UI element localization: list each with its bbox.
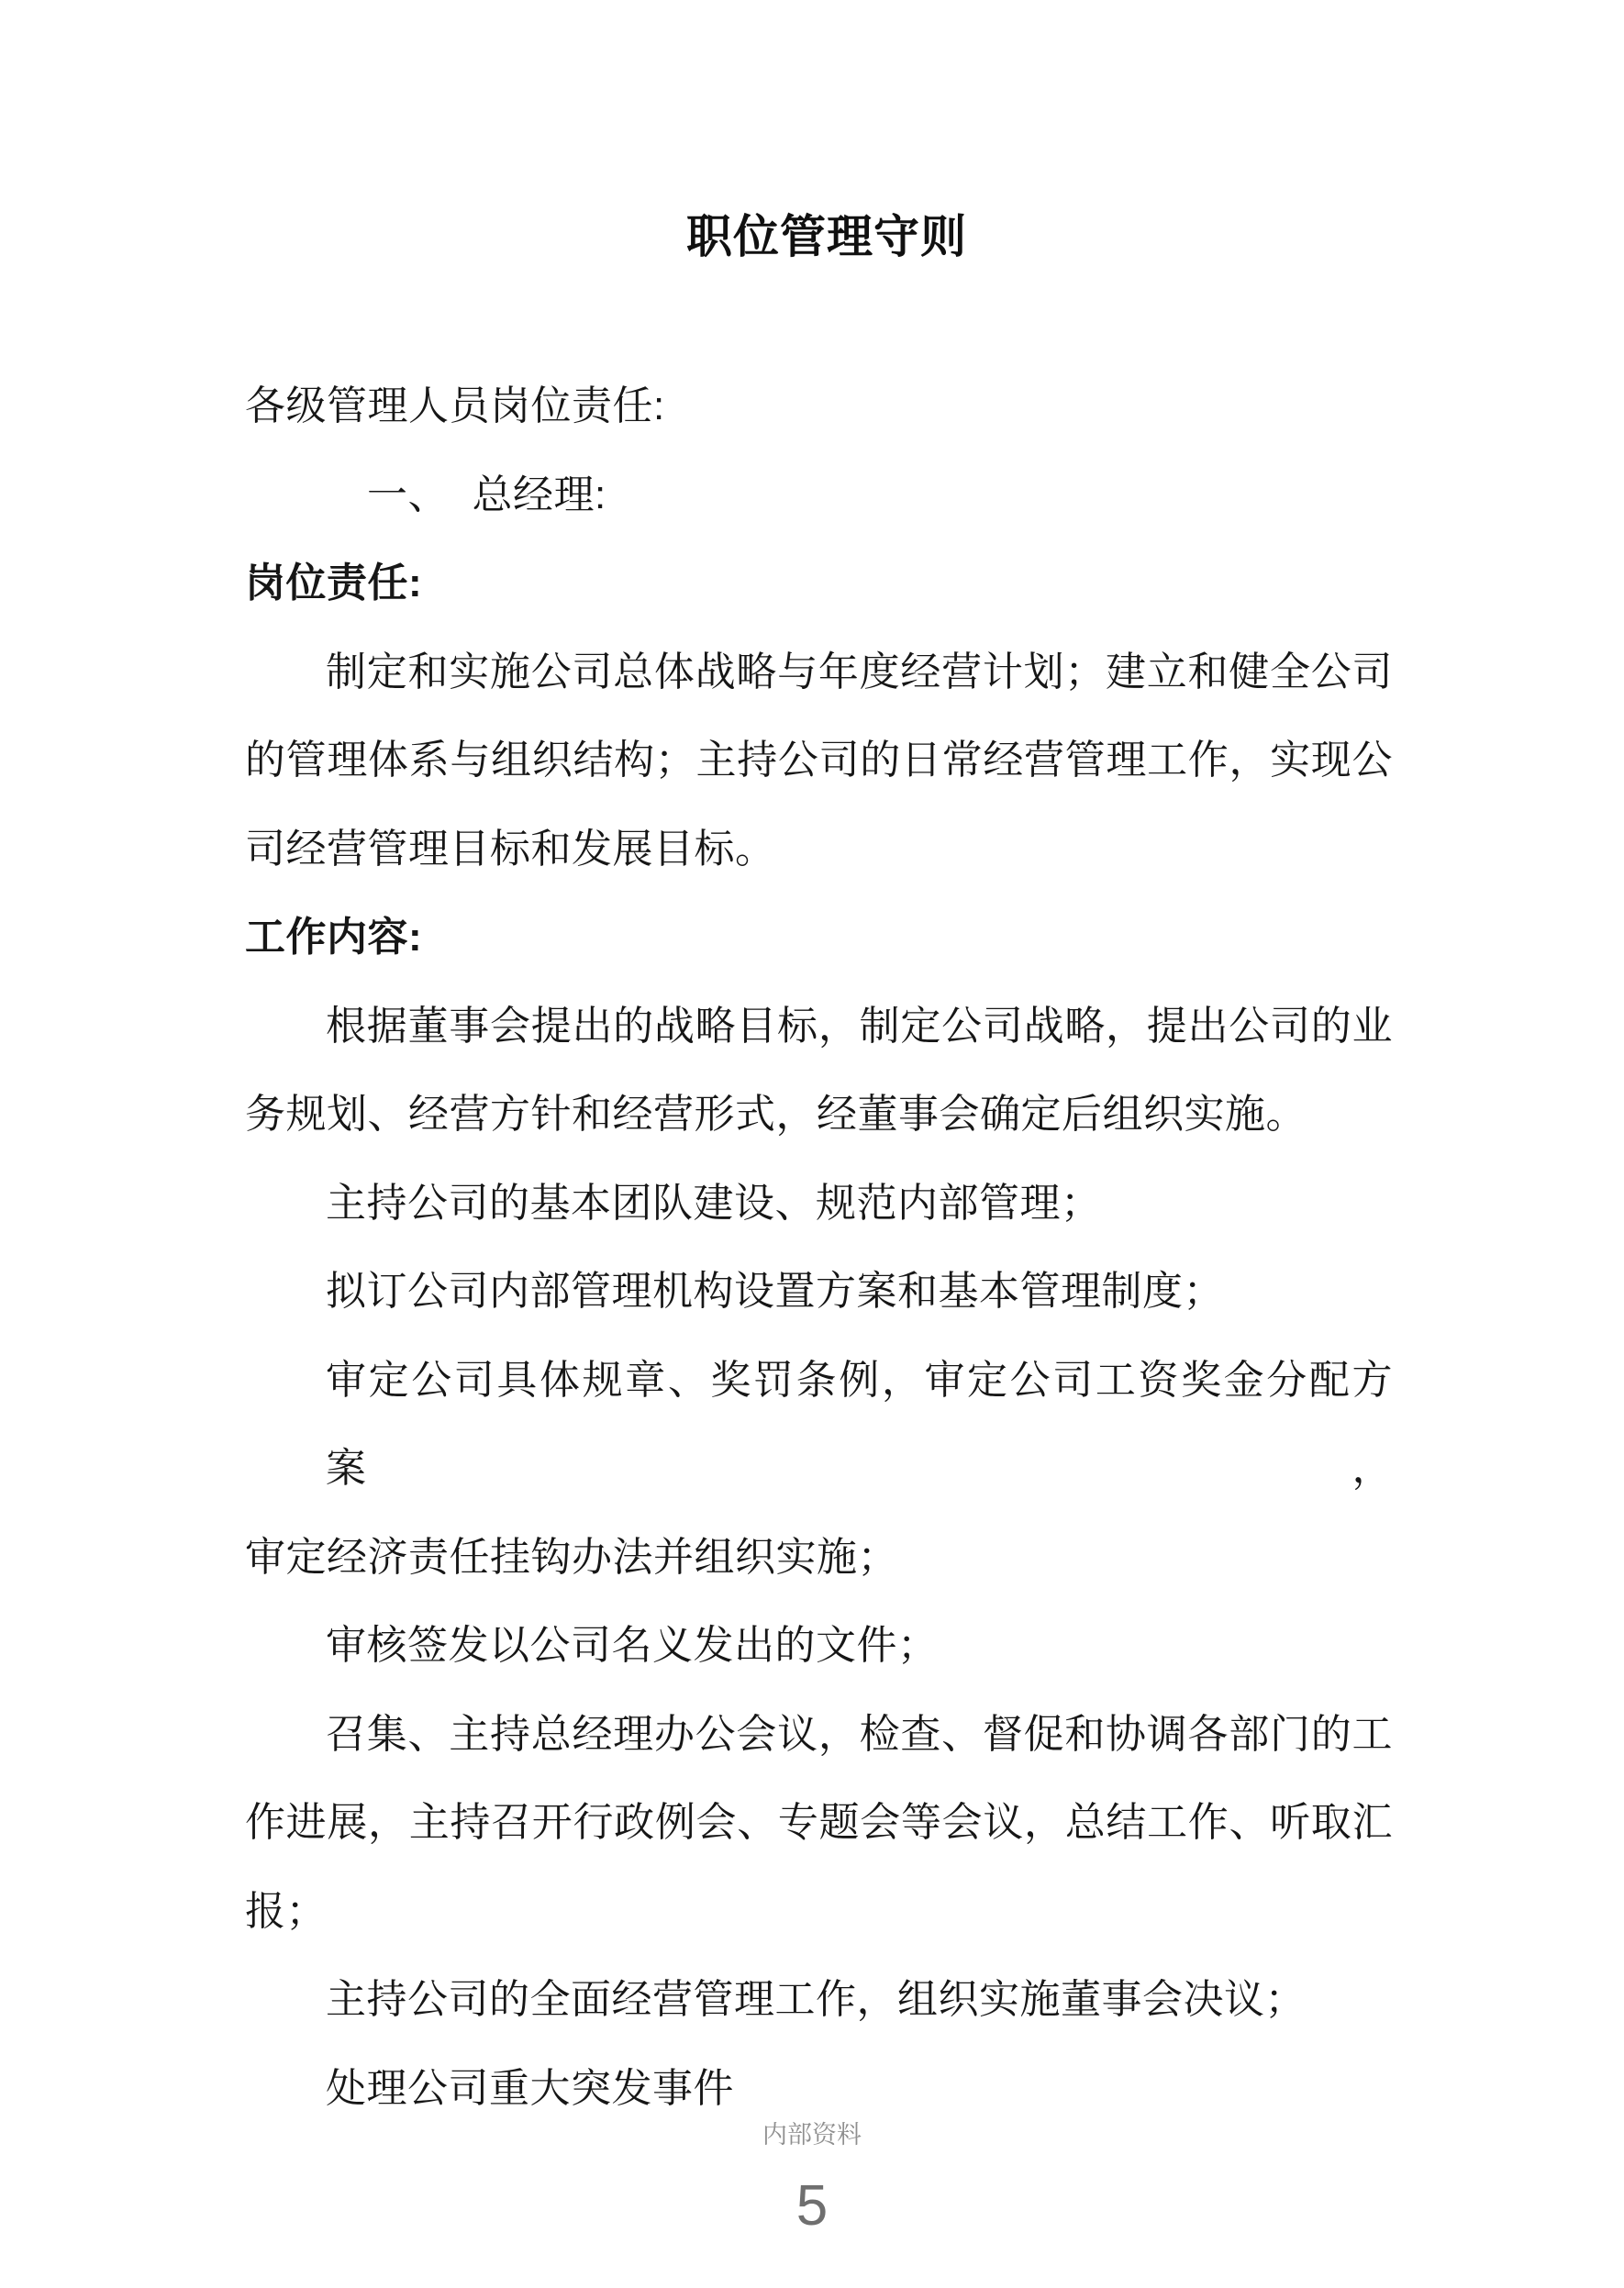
heading-job-responsibility: 岗位责任: bbox=[245, 561, 423, 605]
heading-work-content: 工作内容: bbox=[245, 915, 423, 960]
para-responsibility-line-1: 制定和实施公司总体战略与年度经营计划；建立和健全公司 bbox=[326, 649, 1393, 694]
para-overall-management: 主持公司的全面经营管理工作，组织实施董事会决议； bbox=[326, 1977, 1306, 2022]
section-item-general-manager: 一、 总经理: bbox=[367, 472, 606, 517]
para-rules-line-2: 审定经济责任挂钩办法并组织实施； bbox=[245, 1534, 898, 1580]
para-meetings-line-2: 作进展，主持召开行政例会、专题会等会议，总结工作、听取汇 bbox=[245, 1800, 1393, 1845]
page-title: 职位管理守则 bbox=[686, 211, 967, 262]
footer-watermark: 内部资料 bbox=[762, 2121, 862, 2149]
page-number: 5 bbox=[795, 2174, 829, 2238]
para-strategy-line-2: 务规划、经营方针和经营形式，经董事会确定后组织实施。 bbox=[245, 1092, 1307, 1137]
para-meetings-line-3: 报； bbox=[245, 1888, 327, 1934]
para-meetings-line-1: 召集、主持总经理办公会议，检查、督促和协调各部门的工 bbox=[326, 1711, 1393, 1757]
para-responsibility-line-3: 司经营管理目标和发展目标。 bbox=[245, 826, 776, 872]
para-team-building: 主持公司的基本团队建设、规范内部管理； bbox=[326, 1180, 1102, 1226]
para-org-structure: 拟订公司内部管理机构设置方案和基本管理制度； bbox=[326, 1269, 1224, 1314]
para-strategy-line-1: 根据董事会提出的战略目标，制定公司战略，提出公司的业 bbox=[326, 1003, 1393, 1049]
para-responsibility-line-2: 的管理体系与组织结构；主持公司的日常经营管理工作，实现公 bbox=[245, 738, 1393, 783]
para-document-signing: 审核签发以公司名义发出的文件； bbox=[326, 1623, 939, 1668]
para-rules-line-1: 审定公司具体规章、奖罚条例，审定公司工资奖金分配方案， bbox=[326, 1357, 1393, 1491]
document-body bbox=[245, 362, 1393, 2133]
intro-line: 各级管理人员岗位责任: bbox=[245, 383, 665, 428]
para-emergency-handling: 处理公司重大突发事件 bbox=[326, 2065, 734, 2111]
